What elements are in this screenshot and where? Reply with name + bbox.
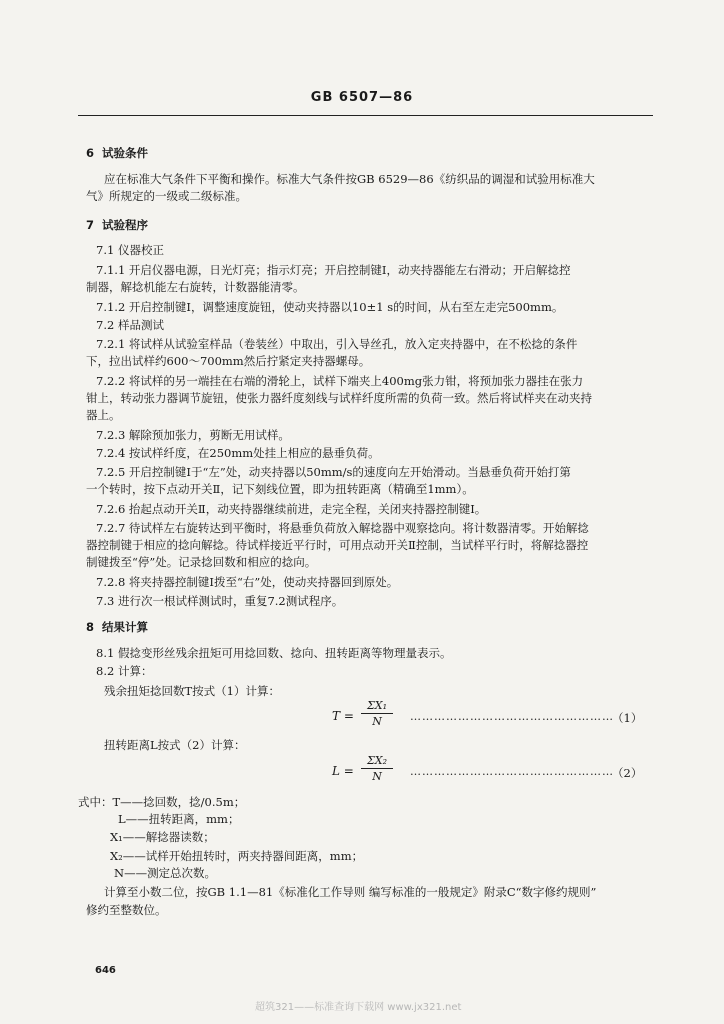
formula-2-intro: 扭转距离L按式（2）计算：: [104, 738, 246, 752]
rounding-note: 计算至小数二位，按GB 1.1—81《标准化工作导则 编写标准的一般规定》附录C“数字修约规则”: [104, 885, 597, 899]
clause-7-1-1: 制器，解捻机能左右旋转，计数器能清零。: [86, 280, 305, 294]
clause-7-2: 7.2 样品测试: [96, 318, 164, 332]
clause-7-2-7: 7.2.7 待试样左右旋转达到平衡时，将悬垂负荷放入解捻器中观察捻向。将计数器清零。开始解捻: [96, 521, 589, 535]
clause-7-1-2: 7.1.2 开启控制键Ⅰ，调整速度旋钮，使动夹持器以10±1 s的时间，从右至左走完500mm。: [96, 300, 564, 314]
formula-1-fraction: [361, 699, 393, 728]
clause-7-2-4: 7.2.4 按试样纤度，在250mm处挂上相应的悬垂负荷。: [96, 446, 380, 460]
clause-7-2-1: 7.2.1 将试样从试验室样品（卷装丝）中取出，引入导丝孔，放入定夹持器中，在不松捻的条件: [96, 337, 578, 351]
clause-7-2-3: 7.2.3 解除预加张力，剪断无用试样。: [96, 428, 290, 442]
variable-definition: L——扭转距离，mm；: [118, 812, 240, 826]
formula-2-denominator: N: [372, 770, 382, 783]
section-6-text: 应在标准大气条件下平衡和操作。标准大气条件按GB 6529—86《纺织品的调湿和试验用标准大: [104, 172, 595, 186]
formula-2-numerator: ΣX₂: [366, 754, 388, 767]
clause-7-2-6: 7.2.6 抬起点动开关Ⅱ，动夹持器继续前进，走完全程，关闭夹持器控制键Ⅰ。: [96, 502, 487, 516]
formula-1-intro: 残余扭矩捻回数T按式（1）计算：: [104, 684, 280, 698]
variable-definition: 式中：T——捻回数，捻/0.5m；: [78, 795, 246, 809]
formula-1-numerator: ΣX₁: [366, 699, 388, 712]
header-rule: [78, 115, 653, 116]
formula-1-lhs: T =: [332, 709, 354, 723]
formula-2-number: （2）: [612, 766, 643, 780]
clause-7-2-1: 下，拉出试样约600～700mm然后拧紧定夹持器螺母。: [86, 354, 371, 368]
variable-definition: X₁——解捻器读数；: [110, 830, 215, 844]
clause-7-2-7: 器控制键于相应的捻向解捻。待试样接近平行时，可用点动开关Ⅱ控制，当试样平行时，将解捻器控: [86, 538, 589, 552]
formula-2-fraction: [361, 754, 393, 783]
clause-7-2-2: 器上。: [86, 408, 121, 422]
standard-header: GB 6507—86: [310, 90, 414, 105]
rounding-note: 修约至整数位。: [86, 903, 167, 917]
clause-7-3: 7.3 进行次一根试样测试时，重复7.2测试程序。: [96, 594, 344, 608]
section-7-heading: 7 试验程序: [86, 218, 149, 232]
formula-2-leader: ……………………………………………: [410, 765, 614, 778]
clause-7-2-7: 制键拨至“停”处。记录捻回数和相应的捻向。: [86, 555, 317, 569]
variable-definition: N——测定总次数。: [114, 866, 217, 880]
formula-1-leader: ……………………………………………: [410, 710, 614, 723]
clause-7-2-8: 7.2.8 将夹持器控制键Ⅰ拨至“右”处，使动夹持器回到原处。: [96, 575, 399, 589]
clause-7-2-5: 一个转时，按下点动开关Ⅱ，记下刻线位置，即为扭转距离（精确至1mm）。: [86, 482, 474, 496]
section-6-heading: 6 试验条件: [86, 146, 149, 160]
watermark: 超筑321——标准查询下载网 www.jx321.net: [255, 1002, 462, 1013]
clause-8-2: 8.2 计算：: [96, 664, 153, 678]
section-8-heading: 8 结果计算: [86, 620, 149, 634]
section-6-text: 气》所规定的一级或二级标准。: [86, 189, 247, 203]
clause-7-2-2: 钳上，转动张力器调节旋钮，使张力器纤度刻线与试样纤度所需的负荷一致。然后将试样夹在动夹持: [86, 391, 592, 405]
clause-7-2-2: 7.2.2 将试样的另一端挂在右端的滑轮上，试样下端夹上400mg张力钳，将预加张力器挂在张力: [96, 374, 584, 388]
clause-7-1: 7.1 仪器校正: [96, 243, 164, 257]
clause-8-1: 8.1 假捻变形丝残余扭矩可用捻回数、捻向、扭转距离等物理量表示。: [96, 646, 452, 660]
formula-2-lhs: L =: [332, 764, 354, 778]
formula-1-number: （1）: [612, 711, 643, 725]
clause-7-1-1: 7.1.1 开启仪器电源，日光灯亮；指示灯亮；开启控制键Ⅰ，动夹持器能左右滑动；开启解捻控: [96, 263, 571, 277]
variable-definition: X₂——试样开始扭转时，两夹持器间距离，mm；: [110, 849, 364, 863]
clause-7-2-5: 7.2.5 开启控制键Ⅰ于“左”处，动夹持器以50mm/s的速度向左开始滑动。当悬垂负荷开始打第: [96, 465, 571, 479]
formula-1-denominator: N: [372, 715, 382, 728]
page-number: 646: [95, 965, 116, 976]
